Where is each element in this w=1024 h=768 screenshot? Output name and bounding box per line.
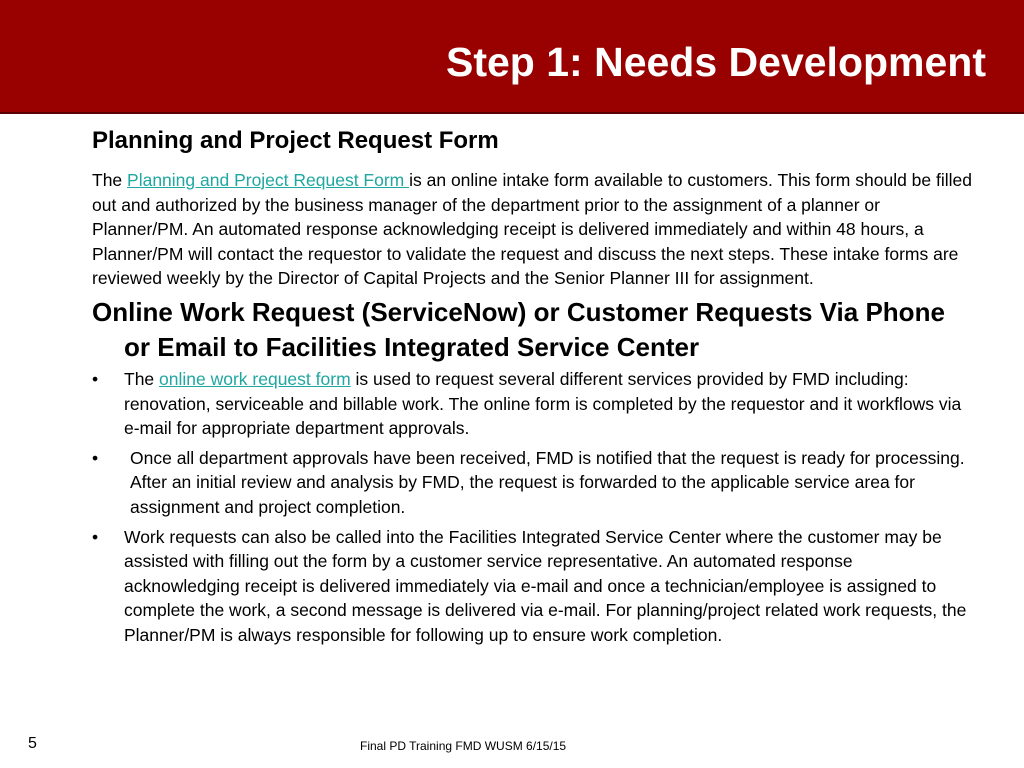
paragraph-suffix: is an online intake form available to customers. This form should be filled out and authorized by the business manager of the department prior to the assignment of a planner or Planner/PM. An automated response acknowledging receipt is delivered immediately and within 48 hours, a Planner/PM will contact the requestor to validate the request and discuss the next steps. These intake forms are reviewed weekly by the Director of Capital Projects and the Senior Planner III for assignment.	[92, 170, 972, 289]
slide-title: Step 1: Needs Development	[446, 39, 986, 85]
bullet-text: Work requests can also be called into the Facilities Integrated Service Center where the customer may be assisted with filling out the form by a customer service representative. An automated response acknowledging receipt is delivered immediately via e-mail and once a technician/employee is assigned to complete the work, a second message is delivered via e-mail. For planning/project related work requests, the Planner/PM is always responsible for following up to ensure work completion.	[124, 526, 967, 645]
bullet-item-approvals	[92, 446, 972, 520]
bullet-text	[124, 369, 961, 438]
footer-text: Final PD Training FMD WUSM 6/15/15	[360, 739, 567, 753]
planning-form-paragraph	[92, 168, 972, 291]
bullet-list	[92, 367, 972, 648]
bullet-item-service-center	[92, 525, 972, 648]
paragraph-prefix: The	[92, 170, 128, 190]
bullet1-prefix: The	[124, 368, 160, 389]
bullet-marker: •	[92, 526, 99, 547]
online-work-request-form-link[interactable]: online work request form	[159, 368, 351, 389]
slide-content	[92, 124, 972, 653]
planning-request-form-link[interactable]: Planning and Project Request Form	[127, 170, 410, 190]
bullet-item-online-form	[92, 367, 972, 441]
page-number: 5	[28, 735, 37, 752]
section-heading-planning-form: Planning and Project Request Form	[92, 127, 499, 154]
title-bar	[0, 0, 1024, 114]
bullet-text: Once all department approvals have been received, FMD is notified that the request is ready for processing. After an initial review and analysis by FMD, the request is forwarded to the applicable service area for assignment and project completion.	[130, 447, 965, 517]
bullet-marker: •	[92, 368, 99, 389]
bullet1-suffix: is used to request several different services provided by FMD including: renovation, serviceable and billable work. The online form is completed by the requestor and it workflows via e-mail for appropriate department approvals.	[124, 368, 962, 439]
bullet-marker: •	[92, 447, 99, 468]
section-heading-online-work-request: Online Work Request (ServiceNow) or Customer Requests Via Phone or Email to Facilities Integrated Service Center	[92, 296, 945, 362]
